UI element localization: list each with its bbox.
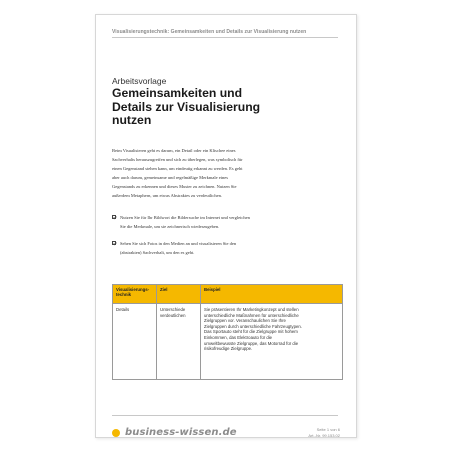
header-divider	[112, 37, 338, 38]
logo-dot-icon	[112, 429, 120, 437]
paragraph-line: aber auch darum, gemeinsame und regelmäßige Merkmale eines	[112, 175, 228, 180]
title-line: nutzen	[112, 113, 152, 128]
title-line: Gemeinsamkeiten und	[112, 86, 243, 100]
page-meta	[308, 427, 340, 439]
brand-logo	[112, 427, 237, 438]
page-number: Seite 1 von 6	[316, 427, 340, 432]
checklist-line: Sehen Sie sich Fotos in den Medien an und visualisieren Sie den	[120, 241, 237, 246]
checklist-line: Sie die Merkmale, um sie zeichnerisch wiederzugeben.	[120, 224, 220, 229]
article-number: Art.-Nr. 99.153.02	[308, 433, 340, 438]
document-title	[112, 87, 302, 128]
column-header-ziel: Ziel	[157, 285, 201, 304]
document-kicker: Arbeitsvorlage	[112, 76, 167, 86]
table-row	[113, 304, 343, 380]
running-header: Visualisierungstechnik: Gemeinsamkeiten und Details zur Visualisierung nutzen	[112, 29, 307, 35]
paragraph-line: einen Gegenstand stehen kann, um eindeutig erkannt zu werden. Es geht	[112, 166, 243, 171]
checkbox-icon	[112, 241, 116, 245]
paragraph-line: Beim Visualisieren geht es darum, ein Detail oder ein Klischee eines	[112, 148, 236, 153]
cell-ziel: Unterschiede verdeutlichen	[157, 304, 201, 380]
intro-paragraph	[112, 146, 312, 200]
footer-divider	[112, 415, 338, 416]
table-header-row	[113, 285, 343, 304]
title-line: Details zur Visualisierung	[112, 99, 261, 114]
checklist-line: Nutzen Sie für Ihr Bildwort die Bildersuche im Internet und vergleichen	[120, 215, 250, 220]
column-header-beispiel: Beispiel	[201, 285, 343, 304]
technique-table	[112, 284, 343, 380]
paragraph-line: Sachverhalts herauszugreifen und sich zu überlegen, was symbolisch für	[112, 157, 243, 162]
paragraph-line: Gegenstands zu erkennen und dieses Muster zu zeichnen. Nutzen Sie	[112, 184, 237, 189]
document-page	[95, 14, 357, 438]
column-header-technik: Visualisierungs- technik	[113, 285, 157, 304]
checklist-line: (abstrakten) Sachverhalt, um den es geht.	[120, 250, 195, 255]
cell-technik: Details	[113, 304, 157, 380]
paragraph-line: außerdem Metaphern, um etwas Abstraktes zu verdeutlichen.	[112, 193, 222, 198]
logo-wordmark: business-wissen.de	[125, 427, 237, 438]
cell-beispiel: Sie präsentieren Ihr Marketingkonzept und stellen unterschiedliche Maßnahmen für unterschiedliche Zielgruppen vor. Veranschaulichen Sie Ihre Zielgruppen durch unterschiedliche Fahrzeugtypen. Das Sportauto steht für die Zielgruppe mit hohem Einkommen, das Elektroauto für die umweltbewusste Zielgruppe, das Motorrad für die risikofreudige Zielgruppe.	[201, 304, 343, 380]
checkbox-icon	[112, 215, 116, 219]
